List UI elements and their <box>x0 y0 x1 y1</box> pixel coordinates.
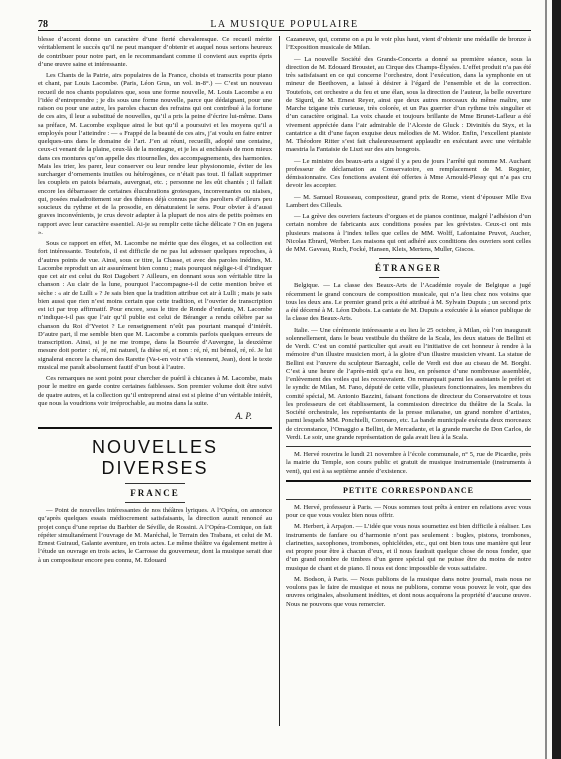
review-paragraph: Ces remarques ne sont point pour chercher de puéril à chicanes à M. Lacombe, mais pour le mettre en garde contre certaines faiblesses. Son premier volume doit être suivi de quatre autres, et la collection qu’il entreprend ainsi est si pleine d’un véritable intérêt, que nous la voudrions voir irréprochable, au moins dans la suite. <box>38 375 272 407</box>
page-number: 78 <box>38 19 48 30</box>
news-paragraph: — La nouvelle Société des Grands-Concerts a donné sa première séance, sous la direction de M. Edouard Broustet, au Cirque des Champs-Élysées. L’effet produit n’a pas été très satisfaisant en ce qui concerne l’orchestre, dont l’exécution, dans la symphonie en ut mineur de Beethoven, a laissé à désirer à l’égard de l’ensemble et de la correction. Toutefois, cet orchestre a du feu et une élan, sous la direction de l’auteur, la belle ouverture de Sigurd, de M. Ernest Reyer, ainsi que deux autres morceaux du même maître, une Marche tzigane très curieuse, très colorée, et un Pas guerrier d’un rythme très singulier et d’un caractère original. La voix chaude et toujours brillante de Mme Brunet-Lafleur a été vivement appréciée dans l’air admirable de l’Alceste de Gluck : Divinités du Styx, et la cantatrice a dit d’une façon exquise deux mélodies de M. Widor. Enfin, l’excellent pianiste M. Théodore Ritter s’est fait chaleureusement applaudir en exécutant avec une véritable maestria la Fantaisie de Liszt sur des airs hongrois. <box>286 55 531 154</box>
news-paragraph: — La grève des ouvriers facteurs d’orgues et de pianos continue, malgré l’adhésion d’un certain nombre de fabricants aux conditions posées par les grévistes. Ceux-ci ont mis plusieurs maisons à l’index telles que celles de MM. Wolff, Lafontaine Pruvot, Aucher, Nicolas Ebrard, Werber. Les maisons qui ont adhéré aux conditions des ouvriers sont celles de MM. Gaveau, Ruch, Focké, Hansen, Kleis, Mertens, Muller, Giscos. <box>286 213 531 253</box>
page-edge <box>552 0 561 759</box>
left-column <box>38 36 272 726</box>
news-paragraph: — Point de nouvelles intéressantes de nos théâtres lyriques. A l’Opéra, on annonce qu’après quelques essais médiocrement satisfaisants, la direction aurait renoncé au projet conçu d’une reprise du Barbier de Séville, de Rossini. A l’Opéra-Comique, on fait répéter simultanément l’ouvrage de M. Maréchal, le Terrain des Trabans, et celui de M. Ernest Guiraud, Galante aventure, en trois actes. Le même théâtre va également mettre à l’étude un ouvrage en trois actes, le Carrosse du gouverneur, dont la musique serait due à un compositeur encore peu connu, M. Edouard <box>38 507 272 564</box>
journal-title: LA MUSIQUE POPULAIRE <box>210 19 359 30</box>
correspondence-heading: PETITE CORRESPONDANCE <box>342 485 474 495</box>
news-paragraph: — Le ministre des beaux-arts a signé il y a peu de jours l’arrêté qui nomme M. Auchant professeur de déclamation au Conservatoire, en remplacement de M. Regnier, démissionnaire. Ces fonctions avaient été offertes à Mme Arnould-Plessy qui n’a pas cru devoir les accepter. <box>286 157 531 190</box>
signature: A. P. <box>235 411 252 421</box>
short-rule <box>125 502 185 503</box>
news-paragraph: Cazaneuve, qui, comme on a pu le voir plus haut, vient d’obtenir une médaille de bronze à l’Exposition musicale de Milan. <box>286 36 531 52</box>
subsection-heading: FRANCE <box>130 488 180 498</box>
short-rule <box>125 483 185 484</box>
review-paragraph: blesse d’accent donne un caractère d’une fierté chevaleresque. Ce recueil mérite véritablement le succès qu’il ne peut manquer d’obtenir et auquel nous serions heureux de contribuer pour notre part, en le recommandant comme il convient aux esprits épris d’une œuvre saine et intéressante. <box>38 36 272 68</box>
correspondence-item: M. Bodson, à Paris. — Nous publions de la musique dans notre journal, mais nous ne voulons pas le faire de musique et nous ne publions, comme vous pouvez le voir, que des œuvres originales, absolument inédites, et dont nous acquérons la propriété d’aucune œuvre. Nous ne pouvons que vous remercier. <box>286 575 531 608</box>
news-paragraph: — M. Samuel Rousseau, compositeur, grand prix de Rome, vient d’épouser Mlle Eva Lambert des Cilleuls. <box>286 193 531 209</box>
page-header <box>38 14 531 31</box>
section-rule <box>286 499 531 500</box>
correspondence-item: M. Herbert, à Arpajon. — L’idée que vous nous soumettez est bien difficile à réaliser. Les instruments de fanfare ou d’harmonie n’ont pas seulement : bugles, pistons, trombones, clarinettes, saxophones, trombones, ophicléides, etc., qui ont bien tous une manière qui leur est propre pour être à chacun d’eux, et il nous faudrait quelque chose de nous fonder, que d’un grand nombre de timbres d’un genre spécial qui ne puisse être du moins de notre musique de chant et de piano. Il nous est donc impossible de vous satisfaire. <box>286 523 531 572</box>
etranger-heading: ÉTRANGER <box>374 263 442 274</box>
page-edge-shadow <box>545 0 547 759</box>
news-paragraph: Belgique. — La classe des Beaux-Arts de l’Académie royale de Belgique a jugé récemment le grand concours de composition musicale, qui n’a lieu chez nos voisins que tous les deux ans. Le premier grand prix a été attribué à M. Sylvain Dupuis ; un second prix a été décerné à M. Léon Dubois. La cantate de M. Dupuis a exécutée à la séance publique de la classe des Beaux-Arts. <box>286 282 531 323</box>
short-rule <box>379 258 439 259</box>
news-paragraph: Italie. — Une cérémonie intéressante a eu lieu le 25 octobre, à Milan, où l’on inaugurait solennellement, dans le beau vestibule du théâtre de la Scala, les deux statues de Bellini et de Verdi. C’est un comité particulier qui avait eu l’initiative de cet honneur à rendre à la mémoire d’un illustre musicien mort, à la gloire d’un illustre musicien vivant. La statue de Bellini est l’œuvre du sculpteur Barzaghi, celle de Verdi est due au ciseau de M. Borghi. C’est à une heure de l’après-midi qu’a eu lieu, en présence d’une nombreuse assemblée, l’enlèvement des voiles qui les recouvraient. On remarquait parmi les assistants le préfet et le syndic de Milan, M. Fano, député de cette ville, plusieurs fonctionnaires, les membres du comité spécial, M. Antonio Bazzini, faisant fonctions de directeur du Conservatoire et tous les professeurs de cet établissement, la commission directrice du théâtre de la Scala. la Société orchestrale, les représentants de la presse milanaise, un grand nombre d’artistes, parmi lesquels MM. Ponchielli, Coronaro, etc. La bande municipale exécuta deux morceaux de circonstance, l’Omaggio a Bellini, de Mercadante, et la grande marche de Don Carlos, de Verdi. Le soir, une grande représentation de gala avait lieu à la Scala. <box>286 326 531 441</box>
short-rule <box>379 277 439 278</box>
section-rule <box>286 480 531 482</box>
right-column <box>286 36 531 736</box>
review-paragraph: Les Chants de la Patrie, airs populaires de la France, choisis et transcrits pour piano et chant, par Louis Lacombe. (Paris, Léon Grus, un vol. in-8°.) — C’est un nouveau recueil de nos chants populaires que, sous une forme nouvelle, M. Louis Lacombe a eu l’idée d’entreprendre ; je dis sous une forme nouvelle, parce que dédaignant, pour une raison ou pour une autre, les paroles chacun des refrains qui ont contribué à la fortune de ces airs, il leur a substitué de nouvelles, qu’il a pris la peine d’écrire lui-même. Dans sa préface, M. Lacombe explique ainsi le but qu’il a poursuivi et les moyens qu’il a employés pour l’atteindre : — « Frappé de la beauté de ces airs, j’ai voulu en faire entrer quelques-uns dans le domaine de l’art. J’en ai réuni, recueilli, adopté une centaine, ceux-ci venant de la plaine, ceux-là de la montagne, et je les ai enchâssés de mon mieux dans ces montures qu’on appelle des ritournelles, des accompagnements, des harmonies. Mais les trier, les parer, leur conserver ou leur rendre leur physionomie, éviter de les surcharger d’ornements inutiles ou hétérogènes, ce n’était pas tout. Il fallait supprimer les couplets en patois béarnais, auvergnat, etc. ; personne ne les eût chantés ; il fallait encore les débarrasser de certaines élucubrations grotesques, inconvenantes ou niaises, qui, posées maladroitement sur des thèmes déjà connus par des paroliers d’ailleurs peu soucieux du rythme et de la prosodie, en dénaturaient le sens. Pour obvier à d’aussi graves inconvénients, je crus devoir adapter à la plupart de nos airs de petits poèmes en rapport avec leur caractère essentiel. Ai-je su remplir cette tâche délicate ? On en jugera ». <box>38 72 272 236</box>
section-rule <box>286 446 531 447</box>
notice-paragraph: M. Hervé rouvrira le lundi 21 novembre à l’école communale, n° 5, rue de Picardie, près la mairie du Temple, son cours public et gratuit de musique instrumentale (instruments à vent), qui est à sa septième année d’existence. <box>286 451 531 475</box>
correspondence-item: M. Hervé, professeur à Paris. — Nous sommes tout prêts à entrer en relations avec vous pour ce que vous voulez bien nous offrir. <box>286 503 531 519</box>
review-paragraph: Sous ce rapport en effet, M. Lacombe ne mérite que des éloges, et sa collection est fort intéressante. Toutefois, il est difficile de ne pas lui adresser quelques reproches, à d’autres points de vue. Ainsi, sous ce titre, la Chasse, et avec des paroles inédites, M. Lacombe reproduit un air assurément bien connu ; mais pourquoi néglige-t-il d’indiquer que cet air est celui du Roi Dagobert ? Ailleurs, en donnant sous son véritable titre la chanson : Au clair de la lune, pourquoi l’accompagne-t-il de cette mention brève et sèche : « air de Lulli » ? Je sais bien que la tradition attribue cet air à Lulli ; mais je sais bien aussi que rien n’est moins certain que cette tradition, et l’ouvrier de transcription est ici par trop affirmatif. Pour encore, sous le titre de Ronde d’enfants, M. Lacombe n’indique-t-il pas que l’air qu’il publie est celui de Béranger a rendu célèbre par sa chanson du Roi d’Yvetot ? Le renseignement n’eût pas pourtant manqué d’intérêt. D’autre part, il me semble bien que M. Lacombe a commis parfois quelques erreurs de transcription. Ainsi, si je ne me trompe, dans la Bourrée d’Auvergne, la deuxième mesure doit porter : ré, ré, mi naturel, fa dièse ré, et non : ré, ré, mi bémol, ré, ré. Je lui signalerai encore la chanson des Rarette (Va-t-en voir s’ils viennent, Jean), dont le texte musical me paraît absolument fautif d’un bout à l’autre. <box>38 240 272 371</box>
section-rule <box>38 427 272 429</box>
column-divider <box>279 36 280 726</box>
section-heading: NOUVELLES DIVERSES <box>91 437 219 478</box>
